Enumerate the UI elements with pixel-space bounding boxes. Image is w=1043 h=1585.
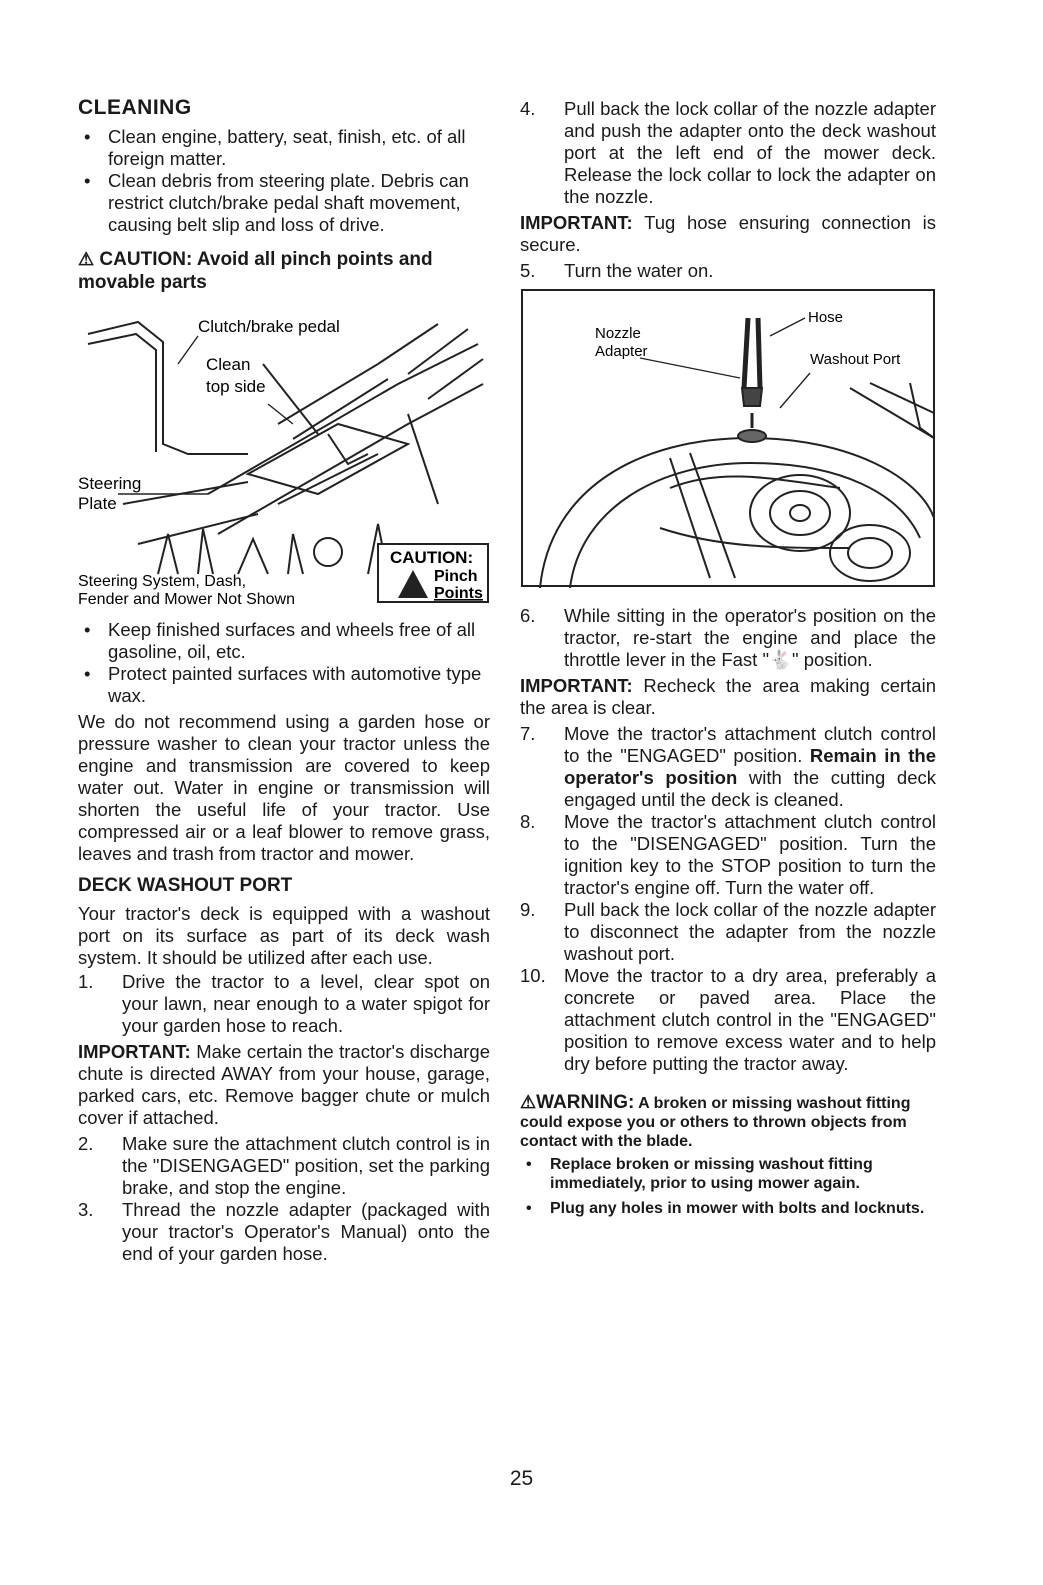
important-label: IMPORTANT: — [520, 675, 633, 696]
caution-heading — [78, 248, 490, 294]
step-text: Pull back the lock collar of the nozzle adapter and push the adapter onto the deck washout port at the left end of the mower deck. Release the lock collar to lock the adapter on the nozzle. — [564, 98, 936, 207]
step-text: Pull back the lock collar of the nozzle adapter to disconnect the adapter from the nozzle washout port. — [564, 899, 936, 964]
step-item — [520, 965, 936, 1075]
important-label: IMPORTANT: — [78, 1041, 191, 1062]
step-number: 3. — [78, 1199, 94, 1220]
step-item — [520, 723, 936, 811]
steps-list-left-2 — [78, 1133, 490, 1265]
page-number: 25 — [509, 1467, 534, 1490]
right-column — [520, 96, 936, 1224]
step-text: Drive the tractor to a level, clear spot on your lawn, near enough to a water spigot for your garden hose to reach. — [122, 971, 490, 1036]
step-item — [520, 98, 936, 208]
important-text: Recheck the area making certain the area is clear. — [520, 675, 936, 718]
left-column — [78, 96, 490, 1267]
list-item: • Plug any holes in mower with bolts and locknuts. — [520, 1199, 936, 1218]
label-plate: Plate — [78, 494, 117, 513]
step-text: Move the tractor's attachment clutch control to the "ENGAGED" position. — [564, 723, 936, 766]
steps-list-right-2 — [520, 260, 936, 282]
step-item — [78, 1133, 490, 1199]
step-text: with the cutting deck engaged until the deck is cleaned. — [564, 767, 936, 810]
step-item — [520, 899, 936, 965]
step-text: Move the tractor's attachment clutch control to the "DISENGAGED" position. Turn the ignition key to the STOP position to turn the tractor's engine off. Turn the water off. — [564, 811, 936, 898]
label-clutch-pedal: Clutch/brake pedal — [198, 317, 340, 336]
warning-triangle-icon: ⚠ — [78, 249, 95, 269]
label-washout-port: Washout Port — [810, 351, 901, 368]
deck-paragraph: Your tractor's deck is equipped with a washout port on its surface as part of its deck wash system. It should be utilized after each use. — [78, 903, 490, 968]
list-item: • Clean debris from steering plate. Debris can restrict clutch/brake pedal shaft movement, causing belt slip and loss of drive. — [78, 170, 490, 236]
label-clean: Clean — [206, 355, 251, 374]
step-text: Turn the water on. — [564, 260, 714, 281]
warning-block — [520, 1093, 936, 1151]
step-text: Thread the nozzle adapter (packaged with your tractor's Operator's Manual) onto the end of your garden hose. — [122, 1199, 490, 1264]
step-number: 4. — [520, 98, 536, 119]
caution-box-line2: Points — [434, 585, 483, 602]
warning-list — [520, 1155, 936, 1218]
steps-list-right — [520, 98, 936, 208]
step-text: While sitting in the operator's position on the tractor, re-start the engine and place the throttle lever in the Fast "🐇" position. — [564, 605, 936, 670]
steps-list-left — [78, 971, 490, 1037]
step-number: 5. — [520, 260, 536, 281]
step-item — [520, 811, 936, 899]
cleaning-heading: CLEANING — [78, 96, 192, 119]
label-steering: Steering — [78, 474, 142, 493]
list-item: • Keep finished surfaces and wheels free of all gasoline, oil, etc. — [78, 619, 490, 663]
label-adapter: Adapter — [595, 343, 648, 360]
warning-triangle-icon: ⚠ — [520, 1092, 537, 1112]
steps-list-right-3 — [520, 605, 936, 671]
hose-paragraph: We do not recommend using a garden hose or pressure washer to clean your tractor unless the engine and transmission are covered to keep water out. Water in engine or transmission will shorten the useful life of your tractor. Use compressed air or a leaf blower to remove grass, leaves and trash from tractor and mower. — [78, 711, 490, 864]
warning-text: A broken or missing washout fitting could expose you or others to thrown objects from contact with the blade. — [520, 1095, 911, 1150]
step-number: 9. — [520, 899, 536, 920]
step-item — [78, 971, 490, 1037]
caution-box-line1: Pinch — [434, 568, 478, 585]
surface-care-list — [78, 619, 490, 707]
caption-line2: Fender and Mower Not Shown — [78, 591, 295, 604]
important-note — [520, 675, 936, 719]
step-item — [520, 605, 936, 671]
step-number: 8. — [520, 811, 536, 832]
important-note — [520, 212, 936, 256]
important-note — [78, 1041, 490, 1129]
caution-box-title: CAUTION: — [390, 548, 474, 567]
step-number: 6. — [520, 605, 536, 626]
important-text: Tug hose ensuring connection is secure. — [520, 212, 936, 255]
step-number: 2. — [78, 1133, 94, 1154]
list-item: • Clean engine, battery, seat, finish, etc. of all foreign matter. — [78, 126, 490, 170]
warning-label: WARNING: — [536, 1092, 635, 1113]
important-text: Make certain the tractor's discharge chute is directed AWAY from your house, garage, parked cars, etc. Remove bagger chute or mulch cover if attached. — [78, 1041, 491, 1128]
step-text: Make sure the attachment clutch control is in the "DISENGAGED" position, set the parking brake, and stop the engine. — [122, 1133, 490, 1198]
step-number: 7. — [520, 723, 536, 744]
caption-line1: Steering System, Dash, — [78, 573, 247, 590]
step-text: Move the tractor to a dry area, preferably a concrete or paved area. Place the attachment clutch control in the "ENGAGED" position to remove excess water and to help dry before putting the tractor away. — [564, 965, 936, 1074]
steering-plate-figure — [78, 304, 490, 604]
label-nozzle: Nozzle — [595, 325, 641, 342]
list-item: • Protect painted surfaces with automotive type wax. — [78, 663, 490, 707]
step-item — [78, 1199, 490, 1265]
washout-port-figure — [520, 288, 936, 588]
step-item — [520, 260, 936, 282]
label-top-side: top side — [206, 377, 266, 396]
deck-washout-heading: DECK WASHOUT PORT — [78, 875, 293, 896]
important-label: IMPORTANT: — [520, 212, 633, 233]
step-text-bold: Remain in the operator's position — [564, 745, 936, 788]
step-number: 1. — [78, 971, 94, 992]
steps-list-right-4 — [520, 723, 936, 1075]
cleaning-list — [78, 126, 490, 236]
caution-text: CAUTION: Avoid all pinch points and movable parts — [78, 249, 433, 293]
label-hose: Hose — [808, 309, 844, 326]
list-item: • Replace broken or missing washout fitting immediately, prior to using mower again. — [520, 1155, 936, 1193]
step-number: 10. — [520, 965, 546, 986]
